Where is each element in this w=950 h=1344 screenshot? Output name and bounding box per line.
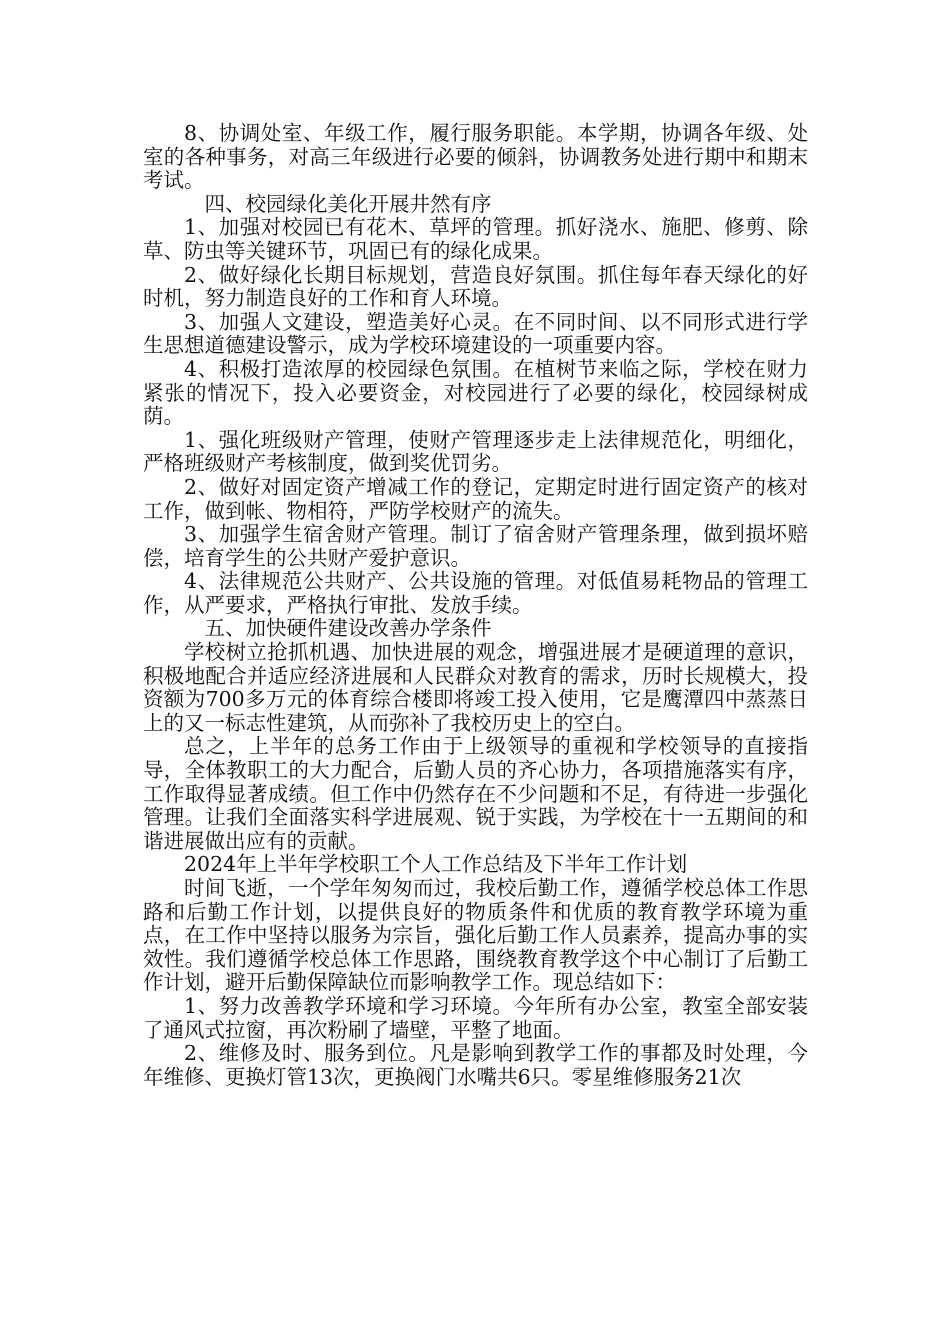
- paragraph: 4、积极打造浓厚的校园绿色氛围。在植树节来临之际，学校在财力紧张的情况下，投入必要资金，对校园进行了必要的绿化，校园绿树成荫。: [143, 356, 808, 429]
- document-title-heading: 2024年上半年学校职工个人工作总结及下半年工作计划: [184, 852, 688, 877]
- paragraph: 1、努力改善教学环境和学习环境。今年所有办公室，教室全部安装了通风式拉窗，再次粉刷了墙壁，平整了地面。: [143, 993, 808, 1042]
- paragraph: 1、加强对校园已有花木、草坪的管理。抓好浇水、施肥、修剪、除草、防虫等关键环节，巩固已有的绿化成果。: [143, 215, 808, 263]
- paragraph: 学校树立抢抓机遇、加快进展的观念，增强进展才是硬道理的意识，积极地配合并适应经济进展和人民群众对教育的需求，历时长规模大，投资额为700多万元的体育综合楼即将竣工投入使用，它是鹰潭四中蒸蒸日上的又一标志性建筑，从而弥补了我校历史上的空白。: [143, 640, 808, 735]
- section-heading: 五、加快硬件建设改善办学条件: [204, 616, 492, 641]
- paragraph: 时间飞逝，一个学年匆匆而过，我校后勤工作，遵循学校总体工作思路和后勤工作计划，以提供良好的物质条件和优质的教育教学环境为重点，在工作中坚持以服务为宗旨，强化后勤工作人员素养，提高办事的实效性。我们遵循学校总体工作思路，围绕教育教学这个中心制订了后勤工作计划，避开后勤保障缺位而影响教学工作。现总结如下：: [143, 876, 808, 995]
- paragraph: 8、协调处室、年级工作，履行服务职能。本学期，协调各年级、处室的各种事务，对高三年级进行必要的倾斜，协调教务处进行期中和期末考试。: [143, 121, 808, 193]
- paragraph: 3、加强学生宿舍财产管理。制订了宿舍财产管理条理，做到损坏赔偿，培育学生的公共财产爱护意识。: [143, 522, 808, 570]
- paragraph: 总之，上半年的总务工作由于上级领导的重视和学校领导的直接指导，全体教职工的大力配合，后勤人员的齐心协力，各项措施落实有序，工作取得显著成绩。但工作中仍然存在不少问题和不足，有待进一步强化管理。让我们全面落实科学进展观、锐于实践，为学校在十一五期间的和谐进展做出应有的贡献。: [143, 734, 808, 853]
- section-heading: 四、校园绿化美化开展井然有序: [204, 191, 492, 216]
- paragraph: 1、强化班级财产管理，使财产管理逐步走上法律规范化，明细化，严格班级财产考核制度，做到奖优罚劣。: [143, 427, 808, 476]
- paragraph: 2、做好绿化长期目标规划，营造良好氛围。抓住每年春天绿化的好时机，努力制造良好的工作和育人环境。: [143, 262, 808, 311]
- paragraph: 2、维修及时、服务到位。凡是影响到教学工作的事都及时处理，今年维修、更换灯管13次，更换阀门水嘴共6只。零星维修服务21次: [143, 1041, 808, 1089]
- document-body: [143, 122, 808, 1089]
- paragraph: 4、法律规范公共财产、公共设施的管理。对低值易耗物品的管理工作，从严要求，严格执行审批、发放手续。: [143, 569, 808, 617]
- paragraph: 3、加强人文建设，塑造美好心灵。在不同时间、以不同形式进行学生思想道德建设警示，成为学校环境建设的一项重要内容。: [143, 309, 808, 358]
- paragraph: 2、做好对固定资产增减工作的登记，定期定时进行固定资产的核对工作，做到帐、物相符，严防学校财产的流失。: [143, 474, 808, 523]
